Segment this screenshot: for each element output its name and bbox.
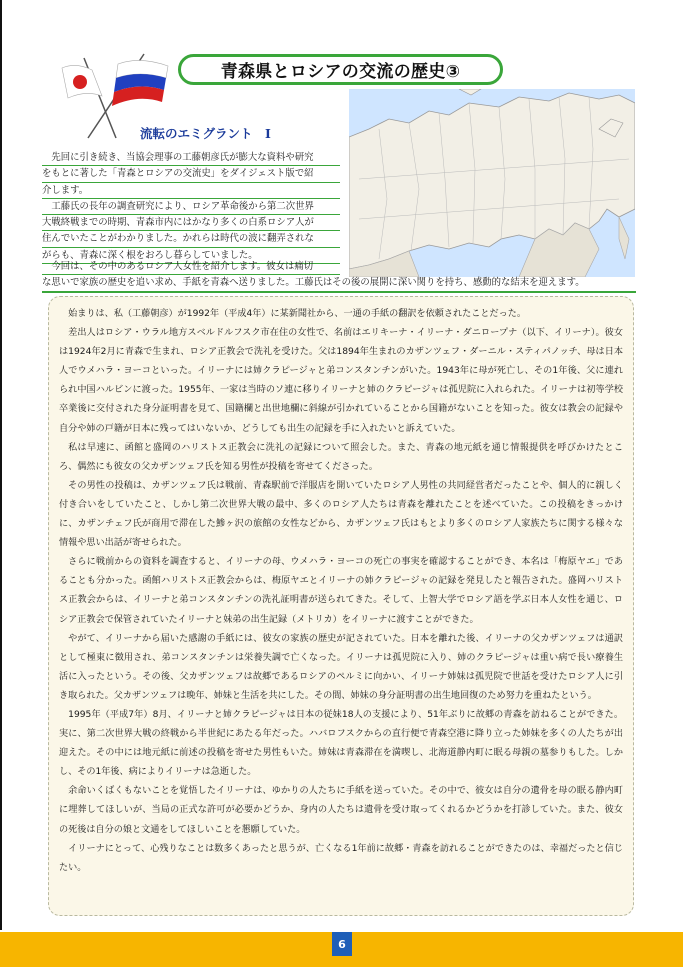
intro-text-wide (42, 259, 636, 293)
article-paragraph: やがて、イリーナから届いた感謝の手紙には、彼女の家族の歴史が記されていた。日本を離れた後、イリーナの父カザンツェフは通訳として極東に徴用され、弟コンスタンチンは栄養失調で亡くなった。イリーナは孤児院に入り、姉のクラピージャは重い病で長い療養生活に入ったという。その後、父カザンツェフは故郷であるロシアのペルミに向かい、イリーナ姉妹は孤児院で世話を受けたロシア人に引き取られた。父カザンツェフは晩年、姉妹と生活を共にした。その間、姉妹の身分証明書の出生地回復のため努力を重ねたという。 (59, 633, 623, 701)
article-paragraph: 差出人はロシア・ウラル地方スベルドルフスク市在住の女性で、名前はエリキーナ・イリーナ・ダニロープナ（以下、イリーナ）。彼女は1924年2月に青森で生まれ、ロシア正教会で洗礼を受けた。父は1894年生まれのカザンツェフ・ダーニル・スティパノッチ、母は日本人でウメハラ・ヨーコといった。イリーナには姉クラピージャと弟コンスタンチンがいた。1943年に母が死亡し、その1年後、父に連れられ中国ハルビンに渡った。1955年、一家は当時のソ連に移りイリーナと姉のクラピージャは孤児院に入れられた。イリーナは初等学校卒業後に交付された身分証明書を見て、国籍欄と出世地欄に斜線が引かれていることから国籍がないことを知った。彼女は教会の記録や自分や姉の戸籍が日本に残ってはいないか、どうしても出生の記録を手に入れたいと訴えていた。 (59, 328, 623, 434)
section-subtitle: 流転のエミグラント Ⅰ (140, 126, 271, 141)
intro-line: がらも、青森に深く根をおろし暮らしていました。 (42, 248, 340, 264)
article-paragraph: さらに戦前からの資料を調査すると、イリーナの母、ウメハラ・ヨーコの死亡の事実を確認することができ、本名は「梅原ヤエ」であることも分かった。函館ハリストス正教会からは、梅原ヤエとイリーナの姉クラピージャの記録を発見したと報告された。盛岡ハリストス正教会からは、イリーナと弟コンスタンチンの洗礼証明書が送られてきた。そして、上智大学でロシア語を学ぶ日本人女性を通じ、ロシア正教会で保管されていたイリーナと妹弟の出生記録（メトリカ）をイリーナに渡すことができた。 (59, 557, 623, 625)
article-paragraph: 私は早速に、函館と盛岡のハリストス正教会に洗礼の記録について照会した。また、青森の地元紙を通じ情報提供を呼びかけたところ、偶然にも彼女の父カザンツェフ氏を知る男性が投稿を寄せてくださった。 (59, 442, 623, 472)
intro-line: 住んでいたことがわかりました。かれらは時代の波に翻弄されな (42, 231, 340, 247)
article-paragraph: 始まりは、私（工藤朝彦）が1992年（平成4年）に某新聞社から、一通の手紙の翻訳を依頼されたことだった。 (68, 309, 527, 319)
intro-line: 今回は、その中のあるロシア人女性を紹介します。彼女は痛切 (42, 259, 340, 275)
intro-line: な思いで家族の歴史を追い求め、手紙を青森へ送りました。工藤氏はその後の展開に深い関りを持ち、感動的な結末を迎えます。 (42, 275, 636, 292)
left-border-rule (0, 0, 2, 930)
page-number-badge: 6 (332, 932, 352, 956)
article-paragraph: 1995年（平成7年）8月、イリーナと姉クラピージャは日本の従妹18人の支援により、51年ぶりに故郷の青森を訪ねることができた。実に、第二次世界大戦の終戦から半世紀にあたる年だった。ハバロフスクからの直行便で青森空港に降り立った姉妹を多くの人たちが出迎えた。その中には地元紙に前述の投稿を寄せた男性もいた。姉妹は青森滞在を満喫し、北海道静内町に眠る母親の墓参りもした。しかし、その1年後、病によりイリーナは急逝した。 (59, 709, 623, 778)
page-title-banner (178, 54, 503, 85)
russia-map-image (349, 89, 635, 277)
page-title: 青森県とロシアの交流の歴史③ (220, 62, 461, 82)
main-article-box (48, 296, 634, 916)
intro-line: 工藤氏の長年の調査研究により、ロシア革命後から第二次世界 (42, 199, 340, 215)
intro-line: 大戦終戦までの時期、青森市内にはかなり多くの白系ロシア人が (42, 215, 340, 231)
article-paragraph: その男性の投稿は、カザンツェフ氏は戦前、青森駅前で洋服店を開いていたロシア人男性の共同経営者だったことや、個人的に親しく付き合いをしていたこと、しかし第二次世界大戦の最中、多くのロシア人たちは青森を離れたことを述べていた。この投稿をきっかけに、カザンチェフ氏が商用で滞在した鯵ヶ沢の旅館の女性などから、カザンツェフ氏はもとより多くのロシア人家族たちに関する様々な情報や思い出話が寄せられた。 (59, 480, 623, 549)
intro-line: 先回に引き続き、当協会理事の工藤朝彦氏が膨大な資料や研究 (42, 150, 340, 166)
article-paragraph: 余命いくばくもないことを覚悟したイリーナは、ゆかりの人たちに手紙を送っていた。その中で、彼女は自分の遺骨を母の眠る静内町に埋葬してほしいが、当局の正式な許可が必要かどうか、身内の人たちは遺骨を受け取ってくれるかどうかを打診していた。また、彼女の死後は自分の娘と文通をしてほしいことを懇願していた。 (59, 786, 624, 835)
article-paragraph: イリーナにとって、心残りなことは数多くあったと思うが、亡くなる1年前に故郷・青森を訪れることができたのは、幸福だったと信じたい。 (59, 843, 623, 873)
intro-text-block (42, 150, 340, 264)
intro-line: 介します。 (42, 183, 340, 199)
intro-line: をもとに著した「青森とロシアの交流史」をダイジェスト版で紹 (42, 166, 340, 182)
